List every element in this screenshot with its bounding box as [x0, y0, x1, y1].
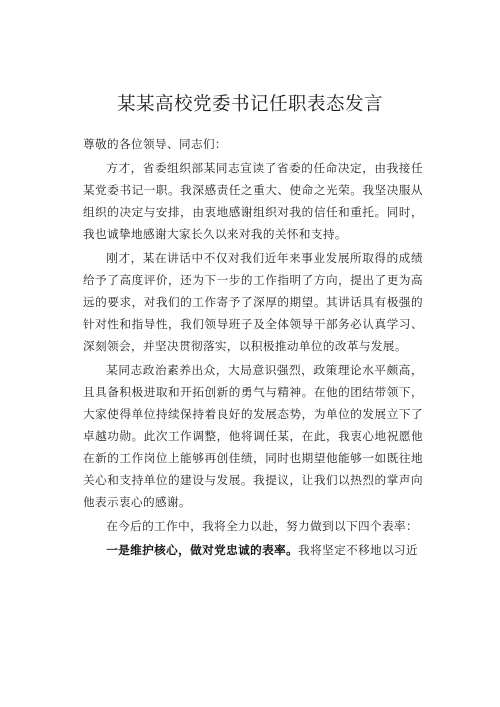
paragraph-lead-bold: 一是维护核心，做对党忠诚的表率。 — [106, 543, 299, 557]
paragraph-text: 某同志政治素养出众，大局意识强烈，政策理论水平颇高，且具备积极进取和开拓创新的勇气与精神。在他的团结带领下，大家使得单位持续保持着良好的发展态势，为单位的发展立下了卓越功勋。此次工作调整，他将调任某，在此，我衷心地祝愿他在新的工作岗位上能够再创佳绩，同时也期望他能够一如既往地关心和支持单位的建设与发展。我提议，让我们以热烈的掌声向他表示衷心的感谢。 — [83, 363, 423, 509]
salutation: 尊敬的各位领导、同志们： — [83, 137, 227, 151]
paragraph — [83, 515, 423, 537]
paragraph — [83, 359, 423, 513]
paragraph — [83, 157, 423, 245]
document-title: 某某高校党委书记任职表态发言 — [116, 94, 383, 115]
document-body — [83, 133, 423, 563]
paragraph — [83, 247, 423, 357]
paragraph-text: 在今后的工作中，我将全力以赴，努力做到以下四个表率： — [106, 519, 419, 533]
paragraph-text: 我将坚定不移地以习近 — [298, 543, 419, 557]
paragraph-text: 方才，省委组织部某同志宣读了省委的任命决定，由我接任某党委书记一职。我深感责任之重大、使命之光荣。我坚决服从组织的决定与安排，由衷地感谢组织对我的信任和重托。同时，我也诚挚地感谢大家长久以来对我的关怀和支持。 — [83, 161, 423, 241]
paragraph-text: 刚才，某在讲话中不仅对我们近年来事业发展所取得的成绩给予了高度评价，还为下一步的工作指明了方向，提出了更为高远的要求，对我们的工作寄予了深厚的期望。其讲话具有极强的针对性和指导性，我们领导班子及全体领导干部务必认真学习、深刻领会，并坚决贯彻落实，以积极推动单位的改革与发展。 — [83, 251, 423, 353]
paragraph — [83, 539, 423, 561]
